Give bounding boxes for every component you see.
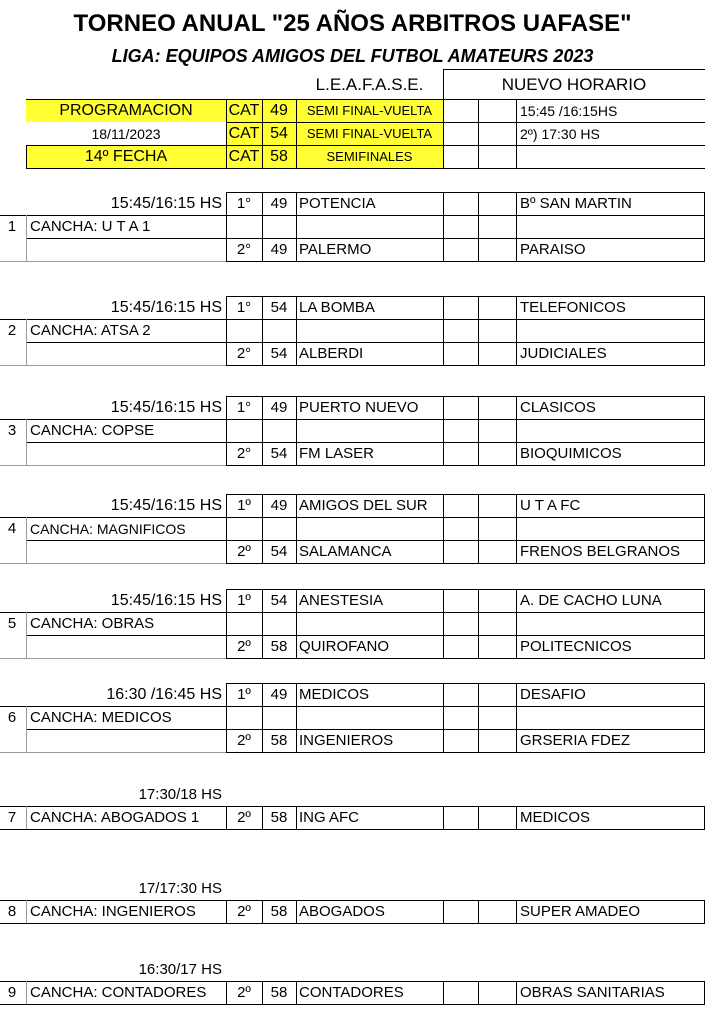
- match-time: 17:30/18 HS: [138, 786, 222, 803]
- home-team: AMIGOS DEL SUR: [299, 497, 428, 514]
- block-number: 1: [7, 218, 17, 235]
- cat-label: CAT: [228, 148, 260, 165]
- match-category: 49: [270, 399, 288, 416]
- match-time: 16:30 /16:45 HS: [106, 686, 222, 703]
- cat-stage: SEMIFINALES: [326, 149, 413, 164]
- home-team: INGENIEROS: [299, 732, 394, 749]
- match-time: 16:30/17 HS: [138, 961, 222, 978]
- match-category: 58: [270, 809, 288, 826]
- match-category: 49: [270, 241, 288, 258]
- match-order: 2º: [237, 903, 251, 920]
- home-team: ABOGADOS: [299, 903, 385, 920]
- cancha-label: CANCHA: MEDICOS: [30, 709, 172, 726]
- away-team: BIOQUIMICOS: [520, 445, 622, 462]
- home-team: LA BOMBA: [299, 299, 375, 316]
- match-time: 15:45/16:15 HS: [110, 497, 222, 514]
- cancha-label: CANCHA: CONTADORES: [30, 984, 207, 1001]
- home-team: PALERMO: [299, 241, 372, 258]
- match-time: 15:45/16:15 HS: [110, 195, 222, 212]
- match-time: 15:45/16:15 HS: [110, 299, 222, 316]
- new-schedule-label: NUEVO HORARIO: [501, 75, 647, 94]
- block-number: 5: [7, 615, 17, 632]
- home-team: ANESTESIA: [299, 592, 384, 609]
- cancha-label: CANCHA: OBRAS: [30, 615, 155, 632]
- cat-stage: SEMI FINAL-VUELTA: [306, 103, 433, 118]
- block-number: 4: [7, 520, 17, 537]
- away-team: A. DE CACHO LUNA: [520, 592, 662, 609]
- programacion-label: PROGRAMACION: [59, 102, 193, 119]
- match-category: 54: [270, 543, 288, 560]
- block-number: 7: [7, 809, 17, 826]
- match-time: 15:45/16:15 HS: [110, 592, 222, 609]
- cancha-label: CANCHA: COPSE: [30, 422, 155, 439]
- away-team: MEDICOS: [520, 809, 591, 826]
- page-subtitle: LIGA: EQUIPOS AMIGOS DEL FUTBOL AMATEURS 2023: [111, 46, 594, 66]
- match-order: 1º: [237, 686, 251, 703]
- match-order: 2°: [236, 445, 252, 462]
- home-team: CONTADORES: [299, 984, 404, 1001]
- match-order: 2º: [237, 732, 251, 749]
- match-time: 15:45/16:15 HS: [110, 399, 222, 416]
- match-order: 2º: [237, 543, 251, 560]
- home-team: POTENCIA: [299, 195, 376, 212]
- cancha-label: CANCHA: ABOGADOS 1: [30, 809, 200, 826]
- away-team: JUDICIALES: [520, 345, 607, 362]
- away-team: DESAFIO: [520, 686, 586, 703]
- match-order: 2º: [237, 984, 251, 1001]
- away-team: PARAISO: [520, 241, 586, 258]
- cat-stage: SEMI FINAL-VUELTA: [306, 126, 433, 141]
- match-order: 2°: [236, 345, 252, 362]
- home-team: FM LASER: [299, 445, 375, 462]
- away-team: GRSERIA FDEZ: [520, 732, 631, 749]
- match-time: 17/17:30 HS: [138, 880, 222, 897]
- match-category: 49: [270, 686, 288, 703]
- cancha-label: CANCHA: MAGNIFICOS: [30, 521, 186, 537]
- block-number: 2: [7, 322, 17, 339]
- match-category: 58: [270, 732, 288, 749]
- away-team: U T A FC: [520, 497, 581, 514]
- home-team: ING AFC: [299, 809, 360, 826]
- away-team: CLASICOS: [520, 399, 596, 416]
- block-number: 8: [7, 903, 17, 920]
- cancha-label: CANCHA: INGENIEROS: [30, 903, 196, 920]
- match-category: 49: [270, 195, 288, 212]
- cancha-label: CANCHA: U T A 1: [30, 218, 151, 235]
- match-category: 58: [270, 984, 288, 1001]
- home-team: PUERTO NUEVO: [299, 399, 419, 416]
- cancha-label: CANCHA: ATSA 2: [30, 322, 151, 339]
- home-team: SALAMANCA: [299, 543, 392, 560]
- match-category: 58: [270, 903, 288, 920]
- cat-number: 54: [270, 125, 288, 142]
- cat-number: 58: [270, 148, 288, 165]
- home-team: MEDICOS: [299, 686, 370, 703]
- date-label: 18/11/2023: [91, 126, 161, 142]
- match-order: 2º: [237, 809, 251, 826]
- match-order: 2º: [237, 638, 251, 655]
- match-order: 1º: [237, 497, 251, 514]
- cat-number: 49: [270, 102, 288, 119]
- match-category: 58: [270, 638, 288, 655]
- home-team: QUIROFANO: [299, 638, 390, 655]
- match-order: 2°: [236, 241, 252, 258]
- cat-new-schedule: 2º) 17:30 HS: [520, 126, 600, 142]
- match-category: 54: [270, 445, 288, 462]
- block-number: 9: [7, 984, 17, 1001]
- match-category: 54: [270, 345, 288, 362]
- fecha-label: 14º FECHA: [84, 148, 168, 165]
- page-title: TORNEO ANUAL "25 AÑOS ARBITROS UAFASE": [73, 10, 632, 37]
- match-category: 49: [270, 497, 288, 514]
- cat-new-schedule: 15:45 /16:15HS: [520, 103, 618, 119]
- league-label: L.E.A.F.A.S.E.: [315, 75, 424, 94]
- match-category: 54: [270, 299, 288, 316]
- away-team: OBRAS SANITARIAS: [520, 984, 665, 1001]
- cat-label: CAT: [228, 102, 260, 119]
- match-order: 1°: [236, 195, 252, 212]
- match-order: 1°: [236, 299, 252, 316]
- away-team: FRENOS BELGRANOS: [520, 543, 681, 560]
- match-order: 1°: [236, 399, 252, 416]
- away-team: POLITECNICOS: [520, 638, 632, 655]
- block-number: 3: [7, 422, 17, 439]
- match-category: 54: [270, 592, 288, 609]
- away-team: TELEFONICOS: [520, 299, 626, 316]
- away-team: Bº SAN MARTIN: [520, 195, 632, 212]
- away-team: SUPER AMADEO: [520, 903, 641, 920]
- block-number: 6: [7, 709, 17, 726]
- home-team: ALBERDI: [299, 345, 364, 362]
- match-order: 1º: [237, 592, 251, 609]
- cat-label: CAT: [228, 125, 260, 142]
